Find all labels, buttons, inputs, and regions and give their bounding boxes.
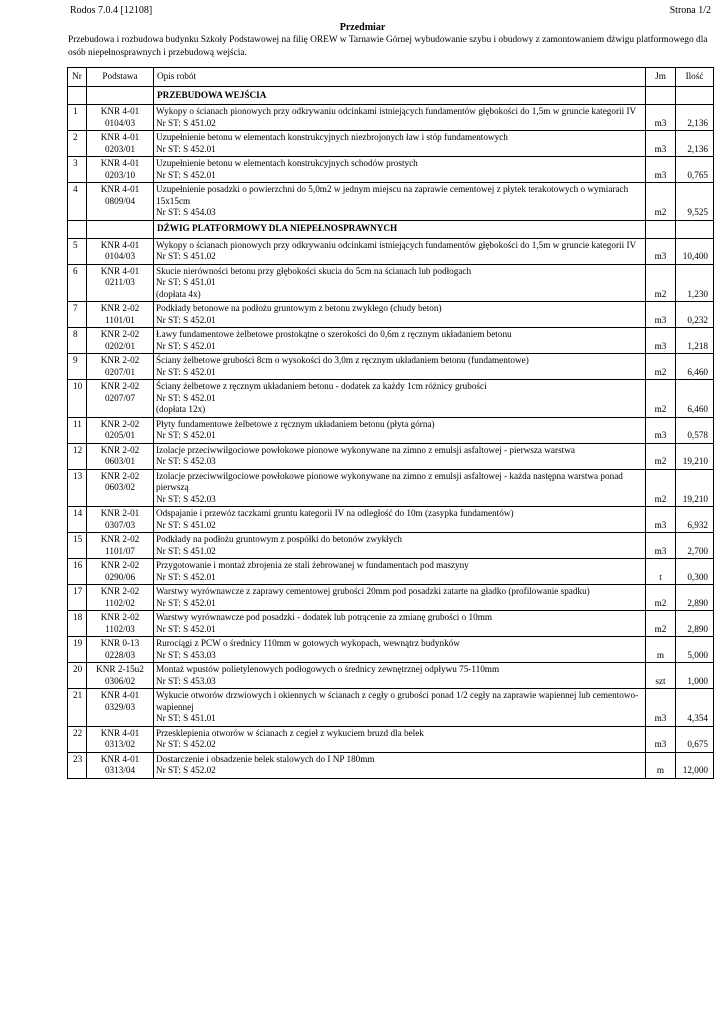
basis-code: 0207/01 [104, 366, 136, 377]
description-line: Odspajanie i przewóz taczkami gruntu kategorii IV na odległość do 10m (zasypka fundamentów) [156, 508, 514, 518]
item-basis [87, 264, 154, 302]
description-line: Ściany żelbetowe z ręcznym układaniem betonu - dodatek za każdy 1cm różnicy grubości [156, 381, 487, 391]
item-quantity: 2,890 [676, 611, 714, 637]
item-basis [87, 157, 154, 183]
basis-catalog: KNR 4-01 [100, 184, 140, 194]
item-unit: m [646, 637, 676, 663]
item-quantity: 10,400 [676, 238, 714, 264]
description-line: Nr ST: S 451.01 [156, 277, 216, 287]
item-unit: m2 [646, 611, 676, 637]
basis-catalog: KNR 2-02 [100, 534, 140, 544]
basis-code: 0603/01 [104, 456, 136, 466]
table-row [68, 637, 714, 663]
basis-code: 0603/02 [104, 482, 136, 492]
column-header-opis: Opis robót [154, 68, 646, 87]
item-description [154, 183, 646, 221]
basis-code: 0809/04 [104, 195, 136, 206]
basis-code: 0104/03 [104, 251, 136, 261]
item-unit: m3 [646, 328, 676, 354]
table-row [68, 533, 714, 559]
table-row [68, 507, 714, 533]
item-basis [87, 533, 154, 559]
item-description [154, 585, 646, 611]
item-number: 20 [68, 663, 87, 689]
description-line: Wykopy o ścianach pionowych przy odkrywaniu odcinkami istniejących fundamentów głębokości do 1,5m w gruncie kategorii IV [156, 106, 637, 116]
item-unit: m3 [646, 105, 676, 131]
bill-of-quantities-table [67, 67, 714, 779]
section-title: DŹWIG PLATFORMOWY DLA NIEPEŁNOSPRAWNYCH [154, 220, 646, 238]
basis-catalog: KNR 4-01 [100, 690, 140, 700]
description-line: Nr ST: S 451.02 [156, 545, 216, 556]
description-line: Nr ST: S 452.03 [156, 493, 216, 504]
description-line: Przygotowanie i montaż zbrojenia ze stali żebrowanej w fundamentach pod maszyny [156, 560, 469, 570]
item-description [154, 302, 646, 328]
basis-catalog: KNR 4-01 [100, 727, 140, 738]
item-number: 16 [68, 559, 87, 585]
section-jm-cell [646, 87, 676, 105]
item-description [154, 637, 646, 663]
basis-code: 1102/02 [105, 597, 135, 608]
table-row [68, 131, 714, 157]
section-row [68, 220, 714, 238]
item-unit: m3 [646, 533, 676, 559]
section-podstawa-cell [87, 87, 154, 105]
item-quantity: 2,136 [676, 105, 714, 131]
item-unit: m2 [646, 469, 676, 507]
item-quantity: 1,000 [676, 663, 714, 689]
description-line: Izolacje przeciwwilgociowe powłokowe pionowe wykonywane na zimno z emulsji asfaltowej - pierwsza warstwa [156, 444, 575, 455]
description-line: Uzupełnienie betonu w elementach konstrukcyjnych niezbrojonych ław i stóp fundamentowych [156, 132, 508, 142]
item-number: 8 [68, 328, 87, 354]
item-basis [87, 689, 154, 727]
basis-catalog: KNR 4-01 [100, 753, 140, 764]
document-title: Przedmiar [339, 22, 386, 33]
description-line: Wykopy o ścianach pionowych przy odkrywaniu odcinkami istniejących fundamentów głębokości do 1,5m w gruncie kategorii IV [156, 239, 637, 250]
item-description [154, 663, 646, 689]
description-line: Podkłady betonowe na podłożu gruntowym z betonu zwykłego (chudy beton) [156, 303, 442, 313]
item-number: 19 [68, 637, 87, 663]
basis-code: 0228/03 [104, 649, 136, 660]
description-line: Nr ST: S 452.02 [156, 765, 216, 775]
item-number: 1 [68, 105, 87, 131]
project-description: Przebudowa i rozbudowa budynku Szkoły Podstawowej na filię OREW w Tarnawie Górnej wybudowanie szybu i obudowy z zamontowaniem dźwigu platformowego dla osób niepełnosprawnych i przebudową wejścia. [68, 35, 708, 58]
table-row [68, 469, 714, 507]
item-number: 3 [68, 157, 87, 183]
description-line: Nr ST: S 452.01 [156, 597, 216, 608]
column-header-nr: Nr [68, 68, 87, 87]
item-number: 17 [68, 585, 87, 611]
item-quantity: 0,765 [676, 157, 714, 183]
description-line: Nr ST: S 452.03 [156, 456, 216, 466]
section-row [68, 87, 714, 105]
item-description [154, 533, 646, 559]
description-line: Ławy fundamentowe żelbetowe prostokątne o szerokości do 0,6m z ręcznym układaniem betonu [156, 329, 512, 339]
description-line: Nr ST: S 452.01 [156, 623, 216, 634]
item-number: 11 [68, 417, 87, 443]
item-unit: m2 [646, 585, 676, 611]
item-description [154, 417, 646, 443]
item-quantity: 19,210 [676, 469, 714, 507]
basis-catalog: KNR 2-02 [100, 303, 140, 313]
item-quantity: 2,890 [676, 585, 714, 611]
item-quantity: 1,230 [676, 264, 714, 302]
basis-catalog: KNR 0-13 [100, 638, 140, 648]
description-line: Warstwy wyrównawcze z zaprawy cementowej grubości 20mm pod posadzki zatarte na gładko (profilowanie spadku) [156, 586, 590, 596]
basis-catalog: KNR 2-01 [100, 508, 140, 518]
basis-code: 0104/03 [104, 117, 136, 128]
item-number: 4 [68, 183, 87, 221]
description-line: Montaż wpustów polietylenowych podłogowych o średnicy zewnętrznej odpływu 75-110mm [156, 664, 500, 674]
item-description [154, 105, 646, 131]
item-unit: m2 [646, 264, 676, 302]
basis-code: 0205/01 [104, 430, 136, 440]
basis-catalog: KNR 2-02 [100, 560, 140, 570]
description-line: Nr ST: S 452.02 [156, 739, 216, 749]
item-description [154, 559, 646, 585]
basis-catalog: KNR 2-02 [100, 381, 140, 391]
item-number: 21 [68, 689, 87, 727]
description-line: Nr ST: S 452.01 [156, 392, 216, 403]
table-row [68, 585, 714, 611]
basis-code: 0203/10 [104, 169, 136, 180]
section-nr-cell [68, 87, 87, 105]
item-basis [87, 507, 154, 533]
basis-catalog: KNR 4-01 [100, 132, 140, 142]
item-unit: m3 [646, 157, 676, 183]
item-unit: m3 [646, 302, 676, 328]
item-description [154, 752, 646, 778]
basis-code: 0202/01 [104, 340, 136, 351]
item-basis [87, 105, 154, 131]
item-basis [87, 637, 154, 663]
description-line: Uzupełnienie posadzki o powierzchni do 5,0m2 w jednym miejscu na zaprawie cementowej z płytek terakotowych o wymiarach 15x15cm [156, 184, 629, 206]
item-basis [87, 238, 154, 264]
table-row [68, 559, 714, 585]
item-number: 15 [68, 533, 87, 559]
item-number: 18 [68, 611, 87, 637]
item-quantity: 0,232 [676, 302, 714, 328]
basis-code: 1102/03 [105, 623, 135, 634]
item-description [154, 469, 646, 507]
item-quantity: 5,000 [676, 637, 714, 663]
table-row [68, 380, 714, 418]
basis-catalog: KNR 2-02 [100, 418, 140, 429]
basis-catalog: KNR 2-02 [100, 329, 140, 339]
item-number: 13 [68, 469, 87, 507]
item-unit: m3 [646, 507, 676, 533]
description-line: Warstwy wyrównawcze pod posadzki - dodatek lub potrącenie za zmianę grubości o 10mm [156, 612, 493, 622]
description-line: Nr ST: S 451.01 [156, 713, 216, 723]
item-basis [87, 611, 154, 637]
description-line: Nr ST: S 452.01 [156, 571, 216, 582]
section-title: PRZEBUDOWA WEJŚCIA [154, 87, 646, 105]
table-row [68, 157, 714, 183]
description-line: Skucie nierówności betonu przy głębokości skucia do 5cm na ścianach lub podłogach [156, 265, 472, 276]
column-header-ilosc: Ilość [676, 68, 714, 87]
table-row [68, 417, 714, 443]
section-ilosc-cell [676, 220, 714, 238]
basis-code: 0203/01 [104, 143, 136, 154]
item-quantity: 6,460 [676, 354, 714, 380]
basis-code: 0313/02 [104, 739, 136, 749]
item-description [154, 689, 646, 727]
table-row [68, 752, 714, 778]
description-line: Nr ST: S 453.03 [156, 675, 216, 686]
item-quantity: 2,136 [676, 131, 714, 157]
item-unit: m2 [646, 354, 676, 380]
basis-catalog: KNR 4-01 [100, 106, 140, 116]
item-quantity: 6,932 [676, 507, 714, 533]
description-line: Podkłady na podłożu gruntowym z pospółki do betonów zwykłych [156, 534, 402, 544]
basis-code: 0290/06 [104, 571, 136, 582]
page-number: Strona 1/2 [669, 5, 711, 16]
item-description [154, 726, 646, 752]
item-quantity: 0,300 [676, 559, 714, 585]
basis-catalog: KNR 2-02 [100, 612, 140, 622]
description-line: Izolacje przeciwwilgociowe powłokowe pionowe wykonywane na zimno z emulsji asfaltowej - każda następna warstwa ponad pierwszą [156, 470, 623, 492]
item-quantity: 19,210 [676, 443, 714, 469]
basis-code: 0329/03 [104, 701, 136, 712]
basis-code: 0211/03 [105, 277, 135, 287]
description-line: Nr ST: S 452.01 [156, 366, 216, 377]
item-basis [87, 328, 154, 354]
item-number: 5 [68, 238, 87, 264]
item-quantity: 4,354 [676, 689, 714, 727]
section-ilosc-cell [676, 87, 714, 105]
item-basis [87, 417, 154, 443]
item-description [154, 157, 646, 183]
item-number: 9 [68, 354, 87, 380]
item-description [154, 238, 646, 264]
item-unit: m2 [646, 183, 676, 221]
description-line: Wykucie otworów drzwiowych i okiennych w ścianach z cegły o grubości ponad 1/2 cegły na zaprawie wapiennej lub cementowo-wapiennej [156, 690, 639, 712]
basis-code: 0313/04 [104, 765, 136, 775]
item-quantity: 0,578 [676, 417, 714, 443]
item-unit: m3 [646, 689, 676, 727]
description-line: (dopłata 4x) [156, 288, 201, 299]
item-basis [87, 585, 154, 611]
basis-catalog: KNR 4-01 [100, 158, 140, 168]
basis-catalog: KNR 4-01 [100, 265, 140, 276]
item-description [154, 611, 646, 637]
basis-code: 0307/03 [104, 519, 136, 530]
basis-code: 0207/07 [104, 392, 136, 403]
item-basis [87, 752, 154, 778]
basis-code: 1101/01 [105, 314, 135, 325]
item-description [154, 131, 646, 157]
description-line: Nr ST: S 452.01 [156, 169, 216, 180]
software-version: Rodos 7.0.4 [12108] [70, 5, 153, 16]
item-number: 12 [68, 443, 87, 469]
item-basis [87, 354, 154, 380]
table-row [68, 183, 714, 221]
description-line: Ściany żelbetowe grubości 8cm o wysokości do 3,0m z ręcznym układaniem betonu (fundamentowe) [156, 355, 529, 365]
item-number: 6 [68, 264, 87, 302]
basis-catalog: KNR 2-15u2 [96, 664, 144, 674]
table-row [68, 328, 714, 354]
table-row [68, 264, 714, 302]
description-line: Nr ST: S 451.02 [156, 519, 216, 530]
item-unit: m3 [646, 726, 676, 752]
table-row [68, 238, 714, 264]
description-line: Uzupełnienie betonu w elementach konstrukcyjnych schodów prostych [156, 158, 418, 168]
description-line: Nr ST: S 452.01 [156, 340, 216, 351]
item-basis [87, 131, 154, 157]
item-description [154, 380, 646, 418]
item-unit: m [646, 752, 676, 778]
item-number: 22 [68, 726, 87, 752]
basis-catalog: KNR 2-02 [100, 586, 140, 596]
description-line: Nr ST: S 452.01 [156, 314, 216, 325]
item-quantity: 1,218 [676, 328, 714, 354]
item-description [154, 507, 646, 533]
item-basis [87, 726, 154, 752]
item-number: 14 [68, 507, 87, 533]
table-row [68, 726, 714, 752]
item-unit: t [646, 559, 676, 585]
description-line: Rurociągi z PCW o średnicy 110mm w gotowych wykopach, wewnątrz budynków [156, 638, 460, 648]
table-row [68, 105, 714, 131]
description-line: Nr ST: S 453.03 [156, 649, 216, 660]
item-quantity: 2,700 [676, 533, 714, 559]
item-basis [87, 380, 154, 418]
table-row [68, 611, 714, 637]
item-quantity: 6,460 [676, 380, 714, 418]
item-quantity: 0,675 [676, 726, 714, 752]
description-line: Nr ST: S 451.02 [156, 117, 216, 128]
description-line: Nr ST: S 452.01 [156, 143, 216, 154]
description-line: Nr ST: S 451.02 [156, 251, 216, 261]
column-header-jm: Jm [646, 68, 676, 87]
description-line: Nr ST: S 454.03 [156, 207, 216, 217]
item-basis [87, 302, 154, 328]
item-unit: m3 [646, 131, 676, 157]
item-basis [87, 469, 154, 507]
table-row [68, 443, 714, 469]
section-podstawa-cell [87, 220, 154, 238]
item-unit: m3 [646, 238, 676, 264]
description-line: (dopłata 12x) [156, 404, 206, 414]
item-number: 7 [68, 302, 87, 328]
basis-catalog: KNR 2-02 [100, 470, 140, 481]
item-description [154, 328, 646, 354]
description-line: Nr ST: S 452.01 [156, 430, 216, 440]
item-unit: m2 [646, 380, 676, 418]
table-row [68, 663, 714, 689]
section-jm-cell [646, 220, 676, 238]
description-line: Przesklepienia otworów w ścianach z cegieł z wykuciem bruzd dla belek [156, 727, 424, 738]
basis-catalog: KNR 2-02 [100, 355, 140, 365]
basis-catalog: KNR 2-02 [100, 444, 140, 455]
item-description [154, 443, 646, 469]
description-line: Płyty fundamentowe żelbetowe z ręcznym układaniem betonu (płyta górna) [156, 418, 435, 429]
item-description [154, 354, 646, 380]
item-number: 2 [68, 131, 87, 157]
table-header-row [68, 68, 714, 87]
item-unit: m2 [646, 443, 676, 469]
item-basis [87, 183, 154, 221]
table-row [68, 689, 714, 727]
item-description [154, 264, 646, 302]
item-basis [87, 663, 154, 689]
table-row [68, 302, 714, 328]
item-unit: m3 [646, 417, 676, 443]
item-quantity: 9,525 [676, 183, 714, 221]
basis-code: 0306/02 [104, 675, 136, 686]
column-header-podstawa: Podstawa [87, 68, 154, 87]
basis-catalog: KNR 4-01 [100, 239, 140, 250]
basis-code: 1101/07 [105, 545, 135, 556]
item-basis [87, 443, 154, 469]
item-unit: szt [646, 663, 676, 689]
item-basis [87, 559, 154, 585]
item-number: 10 [68, 380, 87, 418]
table-row [68, 354, 714, 380]
item-quantity: 12,000 [676, 752, 714, 778]
section-nr-cell [68, 220, 87, 238]
item-number: 23 [68, 752, 87, 778]
description-line: Dostarczenie i obsadzenie belek stalowych do I NP 180mm [156, 753, 375, 764]
